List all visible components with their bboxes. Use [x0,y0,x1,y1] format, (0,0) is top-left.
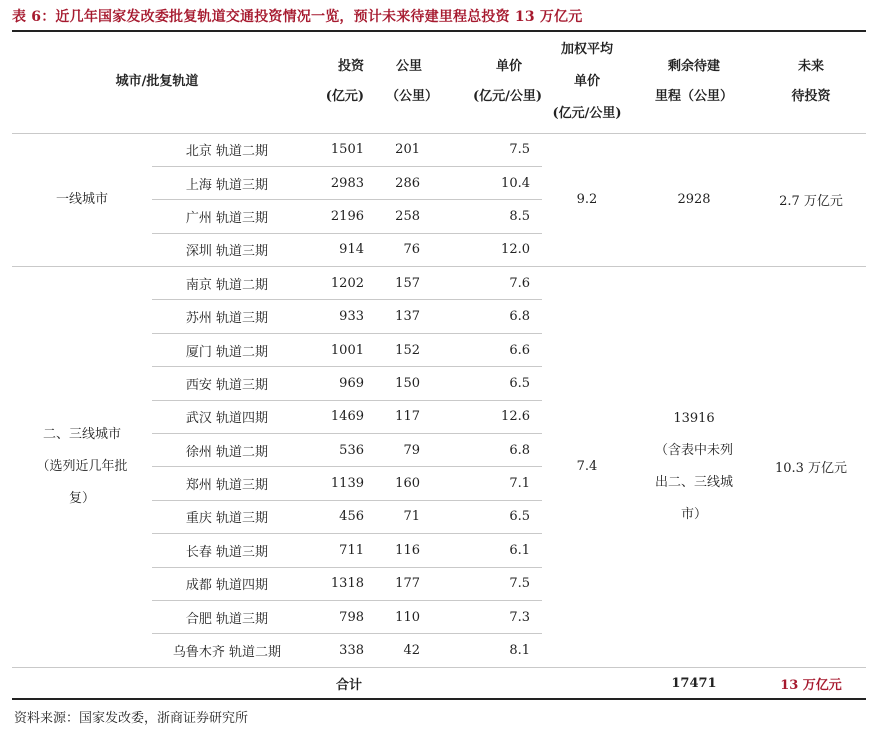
table-row [12,133,866,166]
weighted-price-cell: 9.2 [542,133,632,267]
km-cell: 71 [403,509,420,525]
header-future-investment: 未来 待投资 [791,59,831,105]
km-cell: 150 [395,375,420,391]
header-remaining: 剩余待建 里程（公里） [654,59,733,105]
city-cell: 郑州 轨道三期 [185,478,269,494]
unit-price-cell: 7.5 [509,576,530,592]
investment-cell: 798 [339,609,364,625]
investment-table [12,30,866,700]
km-cell: 110 [395,609,420,625]
city-cell: 徐州 轨道二期 [185,444,269,460]
city-cell: 苏州 轨道三期 [185,311,269,327]
km-cell: 117 [395,409,420,425]
unit-price-cell: 6.8 [509,309,530,325]
group-label: 一线城市 [12,133,152,267]
investment-cell: 914 [339,242,364,258]
header-weighted-price: 加权平均 单价 (亿元/公里) [552,42,622,122]
city-cell: 成都 轨道四期 [185,578,269,594]
header-km: 公里 （公里） [385,59,438,105]
km-cell: 137 [395,309,420,325]
investment-cell: 456 [339,509,364,525]
city-cell: 合肥 轨道三期 [185,611,269,627]
km-cell: 152 [395,342,420,358]
unit-price-cell: 7.1 [509,476,530,492]
city-cell: 上海 轨道三期 [185,177,269,193]
km-cell: 177 [395,576,420,592]
investment-cell: 969 [339,375,364,391]
km-cell: 76 [403,242,420,258]
table-title: 表 6：近几年国家发改委批复轨道交通投资情况一览，预计未来待建里程总投资 13 万亿元 [12,9,583,25]
investment-cell: 1139 [330,476,364,492]
source-note: 资料来源：国家发改委，浙商证券研究所 [14,711,249,726]
unit-price-cell: 7.3 [509,609,530,625]
city-cell: 长春 轨道三期 [185,544,269,560]
km-cell: 160 [395,476,420,492]
city-cell: 重庆 轨道三期 [185,511,269,527]
unit-price-cell: 6.1 [509,542,530,558]
investment-cell: 933 [339,309,364,325]
header-city: 城市/批复轨道 [115,74,199,90]
table-header [12,31,866,133]
investment-cell: 2983 [330,175,364,191]
table-body [12,133,866,667]
investment-cell: 1001 [330,342,364,358]
remaining-km-cell: 2928 [632,133,756,267]
city-cell: 深圳 轨道三期 [185,244,269,260]
investment-cell: 1501 [330,142,364,158]
future-investment-cell: 10.3 万亿元 [756,267,866,668]
table-row [12,267,866,300]
unit-price-cell: 6.8 [509,442,530,458]
future-investment-cell: 2.7 万亿元 [756,133,866,267]
km-cell: 201 [395,142,420,158]
km-cell: 42 [403,643,420,659]
city-cell: 南京 轨道二期 [185,277,269,293]
unit-price-cell: 7.6 [509,275,530,291]
investment-cell: 338 [339,643,364,659]
city-cell: 北京 轨道二期 [185,144,269,160]
city-cell: 广州 轨道三期 [185,210,269,226]
city-cell: 厦门 轨道二期 [185,344,269,360]
unit-price-cell: 12.6 [501,409,530,425]
investment-cell: 1202 [330,275,364,291]
km-cell: 157 [395,275,420,291]
km-cell: 79 [403,442,420,458]
unit-price-cell: 8.1 [509,643,530,659]
unit-price-cell: 6.5 [509,375,530,391]
weighted-price-cell: 7.4 [542,267,632,668]
investment-cell: 711 [339,542,364,558]
unit-price-cell: 6.6 [509,342,530,358]
investment-cell: 1318 [330,576,364,592]
city-cell: 武汉 轨道四期 [185,411,269,427]
investment-cell: 1469 [330,409,364,425]
group-label: 二、三线城市 （选列近几年批 复） [12,267,152,668]
total-remaining: 17471 [671,675,717,691]
total-label: 合计 [335,677,362,693]
unit-price-cell: 6.5 [509,509,530,525]
km-cell: 116 [395,542,420,558]
km-cell: 286 [395,175,420,191]
unit-price-cell: 7.5 [509,142,530,158]
city-cell: 西安 轨道三期 [185,377,269,393]
total-future-investment: 13 万亿元 [780,677,842,693]
remaining-km-cell: 13916 （含表中未列 出二、三线城 市） [632,267,756,668]
investment-cell: 536 [339,442,364,458]
unit-price-cell: 10.4 [501,175,530,191]
investment-cell: 2196 [330,208,364,224]
unit-price-cell: 12.0 [501,242,530,258]
unit-price-cell: 8.5 [509,208,530,224]
km-cell: 258 [395,208,420,224]
header-unit-price: 单价 (亿元/公里) [472,59,542,105]
header-investment: 投资 (亿元) [325,59,364,105]
city-cell: 乌鲁木齐 轨道二期 [172,645,282,661]
